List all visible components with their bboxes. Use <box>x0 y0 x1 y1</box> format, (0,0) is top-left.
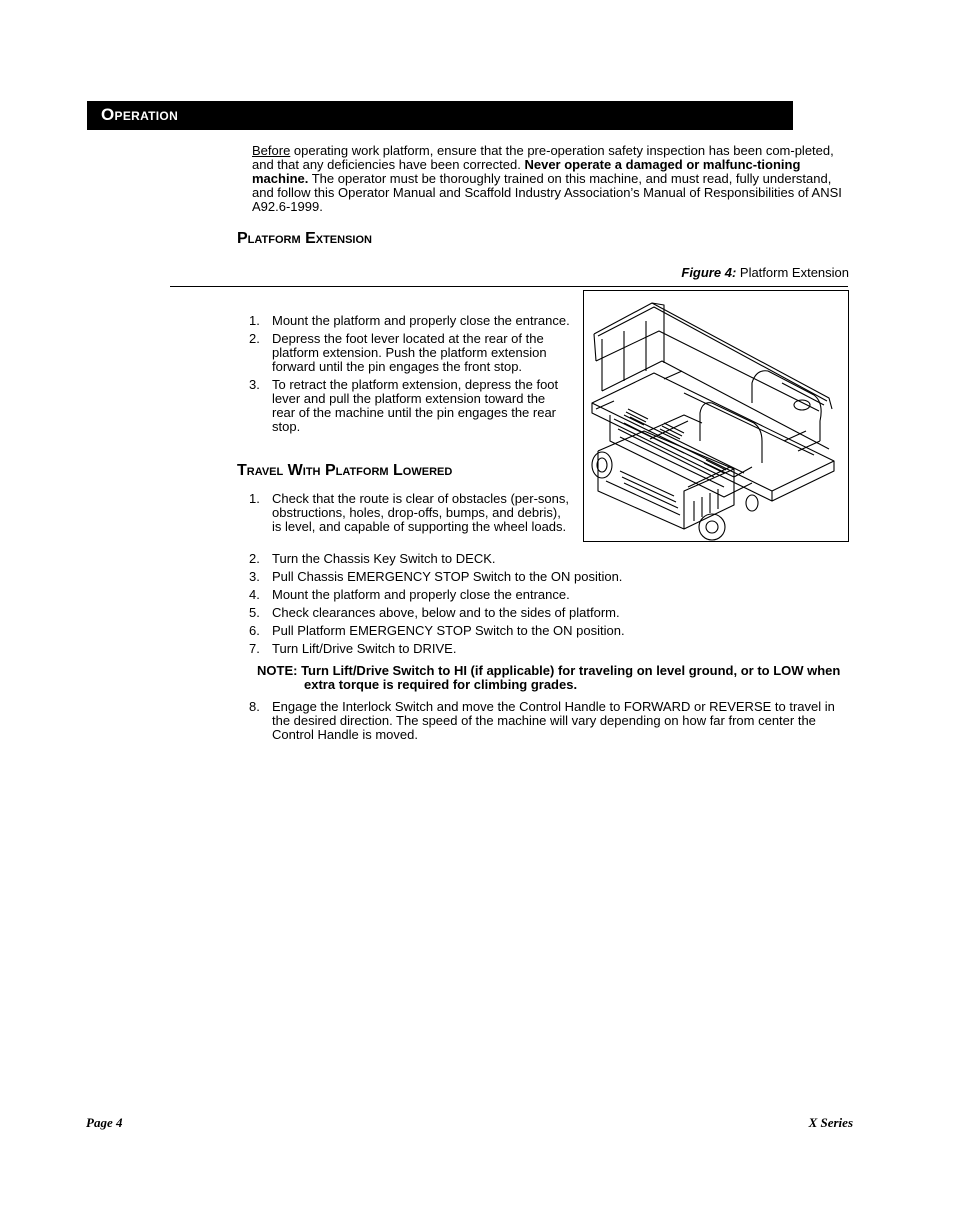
step-text: Pull Chassis EMERGENCY STOP Switch to the ON position. <box>272 569 623 584</box>
list-item <box>249 588 849 602</box>
footer-page-number: Page 4 <box>86 1115 123 1130</box>
travel-steps-list-after-note <box>249 700 849 746</box>
step-number: 6. <box>249 623 260 638</box>
footer-series-name: X Series <box>808 1115 853 1130</box>
heading-platform-extension: Platform Extension <box>237 230 372 247</box>
note-text: Turn Lift/Drive Switch to HI (if applicable) for traveling on level ground, or to LOW when extra torque is required for climbing grades. <box>301 663 841 692</box>
step-number: 2. <box>249 551 260 566</box>
figure-label: Figure 4: <box>681 265 737 280</box>
travel-steps-list <box>249 552 849 660</box>
list-item <box>249 552 849 566</box>
list-item <box>249 314 571 328</box>
list-item <box>249 378 571 434</box>
list-item <box>249 606 849 620</box>
step-text: Pull Platform EMERGENCY STOP Switch to the ON position. <box>272 623 625 638</box>
intro-text-2: The operator must be thoroughly trained on this machine, and must read, fully understand, and follow this Operator Manual and Scaffold Industry Association’s Manual of Responsibilities of ANSI A92.6-1999. <box>252 171 842 214</box>
intro-paragraph <box>252 144 848 214</box>
step-text: Mount the platform and properly close the entrance. <box>272 587 570 602</box>
step-text: To retract the platform extension, depress the foot lever and pull the platform extension toward the rear of the machine until the pin engages the rear stop. <box>272 377 559 434</box>
intro-text-1: operating work platform, ensure that the pre-operation safety inspection has been com-pleted, and that any deficiencies have been corrected. <box>252 143 834 172</box>
list-item <box>249 642 849 656</box>
step-number: 4. <box>249 587 260 602</box>
list-item <box>249 700 849 742</box>
section-header-bar <box>87 101 793 130</box>
horizontal-rule <box>170 286 848 287</box>
list-item <box>249 492 571 534</box>
travel-steps-list-narrow <box>249 492 571 538</box>
step-number: 3. <box>249 377 260 392</box>
step-text: Turn the Chassis Key Switch to DECK. <box>272 551 496 566</box>
step-text: Turn Lift/Drive Switch to DRIVE. <box>272 641 457 656</box>
heading-travel-with-platform-lowered: Travel With Platform Lowered <box>237 462 453 479</box>
step-number: 7. <box>249 641 260 656</box>
extension-steps-list <box>249 314 571 438</box>
step-text: Mount the platform and properly close the entrance. <box>272 313 570 328</box>
step-number: 1. <box>249 491 260 506</box>
step-number: 8. <box>249 699 260 714</box>
step-number: 5. <box>249 605 260 620</box>
step-number: 3. <box>249 569 260 584</box>
step-text: Check that the route is clear of obstacles (per-sons, obstructions, holes, drop-offs, bumps, and debris), is level, and capable of supporting the wheel loads. <box>272 491 569 534</box>
note-label: NOTE: <box>257 663 298 678</box>
intro-before: Before <box>252 143 291 158</box>
step-number: 1. <box>249 313 260 328</box>
scissor-lift-illustration <box>584 291 850 543</box>
intro-warning: Never operate a damaged or malfunc-tioning machine. <box>252 157 801 186</box>
list-item <box>249 624 849 638</box>
note-block <box>257 664 847 692</box>
step-text: Engage the Interlock Switch and move the Control Handle to FORWARD or REVERSE to travel in the desired direction. The speed of the machine will vary depending on how far from center the Control Handle is moved. <box>272 699 835 742</box>
step-text: Depress the foot lever located at the rear of the platform extension. Push the platform extension forward until the pin engages the front stop. <box>272 331 547 374</box>
step-text: Check clearances above, below and to the sides of platform. <box>272 605 620 620</box>
step-number: 2. <box>249 331 260 346</box>
section-title: Operation <box>101 105 179 124</box>
list-item <box>249 570 849 584</box>
figure-caption <box>681 265 849 280</box>
list-item <box>249 332 571 374</box>
figure-caption-text: Platform Extension <box>736 265 849 280</box>
figure-platform-extension <box>583 290 849 542</box>
